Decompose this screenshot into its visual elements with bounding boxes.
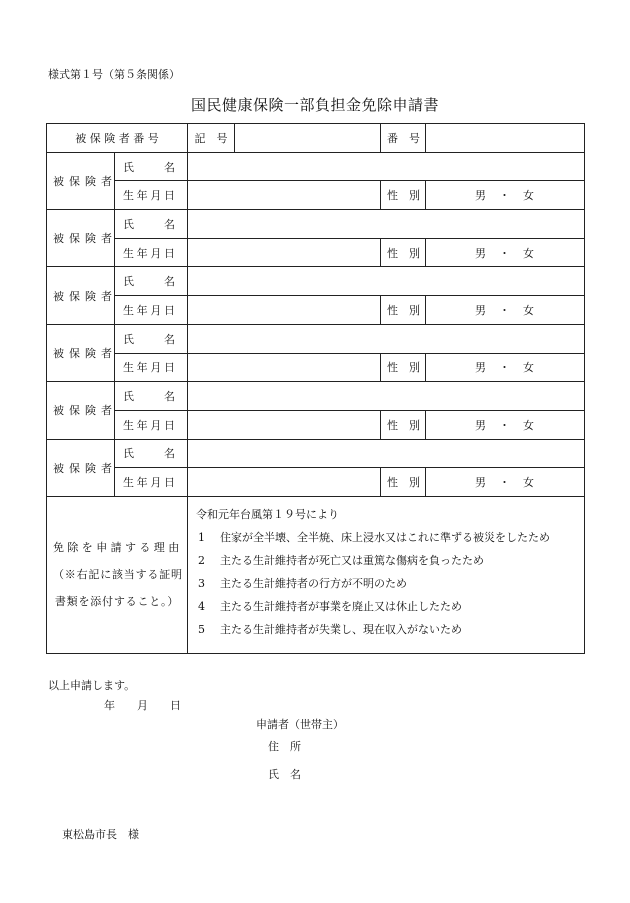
birthdate-field[interactable]: [188, 468, 381, 497]
sex-label: 性 別: [381, 353, 426, 382]
sex-label: 性 別: [381, 296, 426, 325]
page-title: 国民健康保険一部負担金免除申請書: [190, 96, 439, 114]
reason-number: 3: [198, 576, 206, 590]
name-field[interactable]: [188, 382, 585, 411]
insured-birth-row: [47, 353, 585, 382]
name-label: 氏 名: [268, 768, 301, 781]
form-number: 様式第１号（第５条関係）: [48, 68, 180, 81]
sex-choice[interactable]: 男 ・ 女: [426, 468, 585, 497]
symbol-label: 記 号: [188, 124, 235, 153]
sex-choice[interactable]: 男 ・ 女: [426, 410, 585, 439]
insured-birth-row: [47, 238, 585, 267]
sex-choice[interactable]: 男 ・ 女: [426, 238, 585, 267]
name-label: 氏 名: [115, 267, 188, 296]
application-form-table: [46, 123, 585, 654]
statement: 以上申請します。: [48, 679, 136, 692]
reason-text: 住家が全半壊、全半焼、床上浸水又はこれに準ずる被災をしたため: [220, 530, 551, 544]
sex-label: 性 別: [381, 238, 426, 267]
insured-number-label: 被 保 険 者 番 号: [47, 124, 188, 153]
insured-name-row: [47, 324, 585, 353]
birthdate-field[interactable]: [188, 181, 381, 210]
header-row: [47, 124, 585, 153]
reason-item[interactable]: [196, 549, 578, 572]
sex-choice[interactable]: 男 ・ 女: [426, 181, 585, 210]
reason-number: 5: [198, 622, 206, 636]
birthdate-field[interactable]: [188, 238, 381, 267]
sex-label: 性 別: [381, 410, 426, 439]
reason-options: [188, 496, 585, 653]
name-label: 氏 名: [115, 152, 188, 181]
insured-birth-row: [47, 181, 585, 210]
insured-name-row: [47, 439, 585, 468]
name-field[interactable]: [188, 324, 585, 353]
date-line[interactable]: 年 月 日: [104, 699, 181, 712]
reason-label: [47, 496, 188, 653]
reason-text: 主たる生計維持者が失業し、現在収入がないため: [220, 622, 463, 636]
reason-text: 主たる生計維持者の行方が不明のため: [220, 576, 408, 590]
name-label: 氏 名: [115, 439, 188, 468]
insured-name-row: [47, 152, 585, 181]
reason-number: 4: [198, 599, 206, 613]
birthdate-field[interactable]: [188, 296, 381, 325]
name-field[interactable]: [188, 210, 585, 239]
reason-label-line3: 書類を添付すること。）: [54, 595, 180, 609]
name-field[interactable]: [188, 152, 585, 181]
insured-label: 被保険者: [47, 324, 115, 381]
applicant-label: 申請者（世帯主）: [256, 718, 344, 731]
insured-label: 被保険者: [47, 382, 115, 439]
number-label: 番 号: [381, 124, 426, 153]
name-label: 氏 名: [115, 210, 188, 239]
insured-name-row: [47, 267, 585, 296]
name-label: 氏 名: [115, 324, 188, 353]
address-label: 住 所: [268, 740, 301, 753]
sex-label: 性 別: [381, 181, 426, 210]
reason-label-line2: （※右記に該当する証明: [53, 568, 183, 582]
reason-intro: 令和元年台風第１９号により: [196, 507, 340, 521]
addressee: 東松島市長 様: [62, 828, 139, 841]
insured-label: 被保険者: [47, 152, 115, 209]
birthdate-label: 生年月日: [115, 296, 188, 325]
insured-birth-row: [47, 410, 585, 439]
birthdate-label: 生年月日: [115, 410, 188, 439]
name-label: 氏 名: [115, 382, 188, 411]
reason-item[interactable]: [196, 595, 578, 618]
reason-item[interactable]: [196, 526, 578, 549]
insured-birth-row: [47, 296, 585, 325]
name-field[interactable]: [188, 267, 585, 296]
reason-text: 主たる生計維持者が死亡又は重篤な傷病を負ったため: [220, 553, 485, 567]
reason-row: [47, 496, 585, 653]
reason-item[interactable]: [196, 618, 578, 641]
symbol-field[interactable]: [235, 124, 381, 153]
reason-label-line1: 免除を申請する理由: [53, 541, 183, 555]
birthdate-field[interactable]: [188, 410, 381, 439]
reason-number: 1: [198, 530, 206, 544]
sex-choice[interactable]: 男 ・ 女: [426, 296, 585, 325]
sex-choice[interactable]: 男 ・ 女: [426, 353, 585, 382]
birthdate-label: 生年月日: [115, 353, 188, 382]
insured-name-row: [47, 382, 585, 411]
sex-label: 性 別: [381, 468, 426, 497]
insured-name-row: [47, 210, 585, 239]
reason-item[interactable]: [196, 572, 578, 595]
birthdate-label: 生年月日: [115, 468, 188, 497]
reason-number: 2: [198, 553, 206, 567]
insured-label: 被保険者: [47, 267, 115, 324]
birthdate-field[interactable]: [188, 353, 381, 382]
insured-birth-row: [47, 468, 585, 497]
insured-label: 被保険者: [47, 439, 115, 496]
number-field[interactable]: [426, 124, 585, 153]
name-field[interactable]: [188, 439, 585, 468]
reason-text: 主たる生計維持者が事業を廃止又は休止したため: [220, 599, 463, 613]
insured-label: 被保険者: [47, 210, 115, 267]
birthdate-label: 生年月日: [115, 181, 188, 210]
birthdate-label: 生年月日: [115, 238, 188, 267]
